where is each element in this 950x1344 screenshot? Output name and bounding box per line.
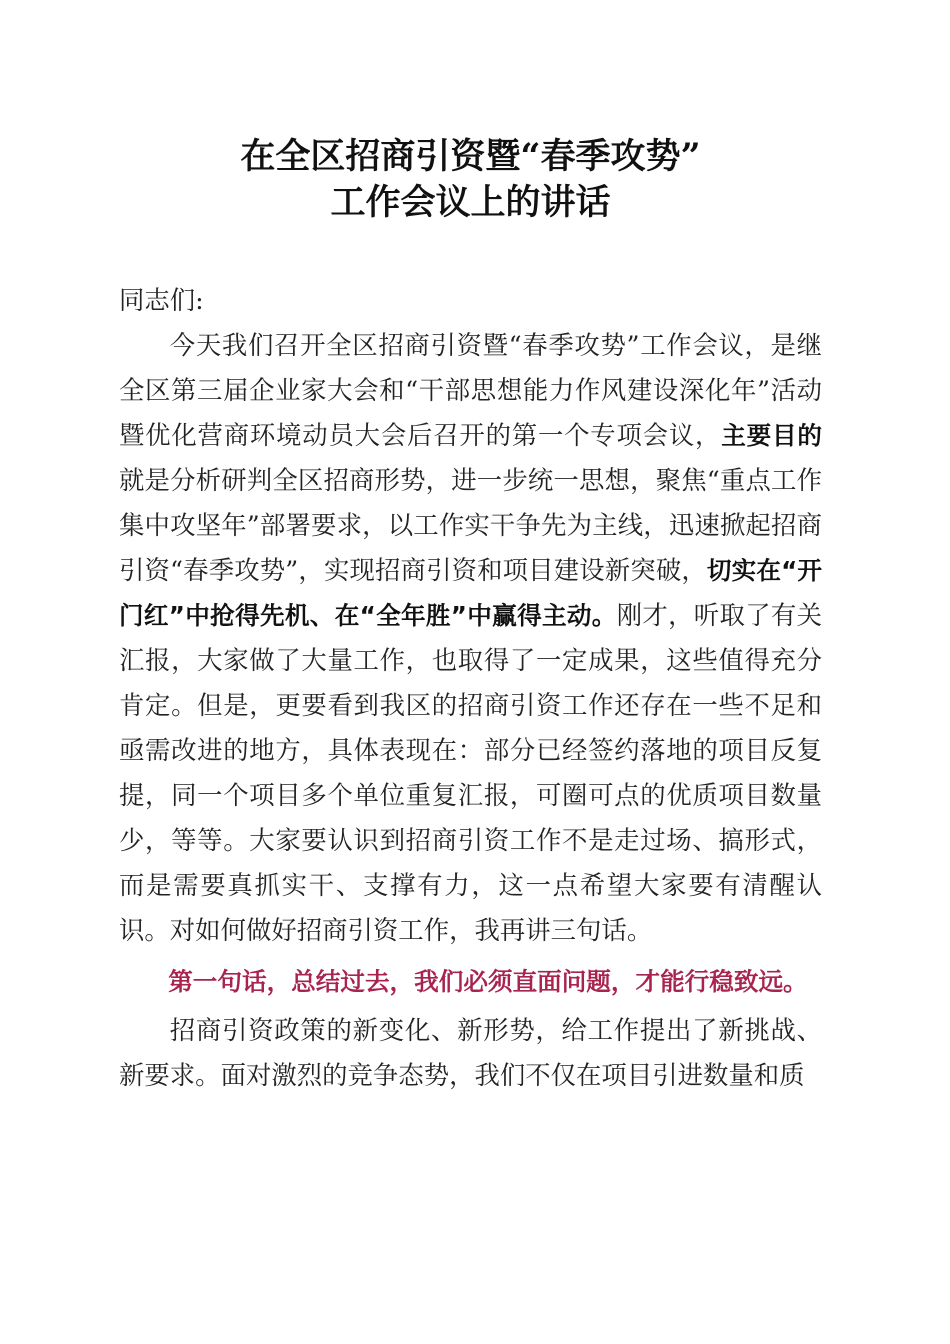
paragraph-1-text-c: 刚才，听取了有关汇报，大家做了大量工作，也取得了一定成果，这些值得充分肯定。但是，更要看到我区的招商引资工作还存在一些不足和亟需改进的地方，具体表现在：部分已经签约落地的项目反复提，同一个项目多个单位重复汇报，可圈可点的优质项目数量少，等等。大家要认识到招商引资工作不是走过场、搞形式，而是需要真抓实干、支撑有力，这一点希望大家要有清醒认识。对如何做好招商引资工作，我再讲三句话。 <box>119 600 823 945</box>
salutation: 同志们: <box>119 285 204 315</box>
title-line-2: 工作会议上的讲话 <box>330 182 611 223</box>
document-body <box>119 278 822 1098</box>
emphasis-main-purpose: 主要目的 <box>721 421 822 450</box>
paragraph-1-text-a: 今天我们召开全区招商引资暨“春季攻势”工作会议，是继全区第三届企业家大会和“干部思想能力作风建设深化年”活动暨优化营商环境动员大会后召开的第一个专项会议， <box>119 330 822 450</box>
section-heading-1: 第一句话，总结过去，我们必须直面问题，才能行稳致远。 <box>168 967 808 996</box>
emphasis-goal: 切实在“开门红”中抢得先机、在“全年胜”中赢得主动。 <box>119 556 822 630</box>
document-title <box>119 134 822 226</box>
paragraph-2: 招商引资政策的新变化、新形势，给工作提出了新挑战、新要求。面对激烈的竞争态势，我们不仅在项目引进数量和质 <box>119 1015 822 1090</box>
document-page <box>119 0 822 1098</box>
paragraph-1 <box>119 323 822 953</box>
title-line-1: 在全区招商引资暨“春季攻势” <box>240 136 701 177</box>
paragraph-1-text-b: 就是分析研判全区招商形势，进一步统一思想，聚焦“重点工作集中攻坚年”部署要求，以工作实干争先为主线，迅速掀起招商引资“春季攻势”，实现招商引资和项目建设新突破， <box>119 465 822 585</box>
